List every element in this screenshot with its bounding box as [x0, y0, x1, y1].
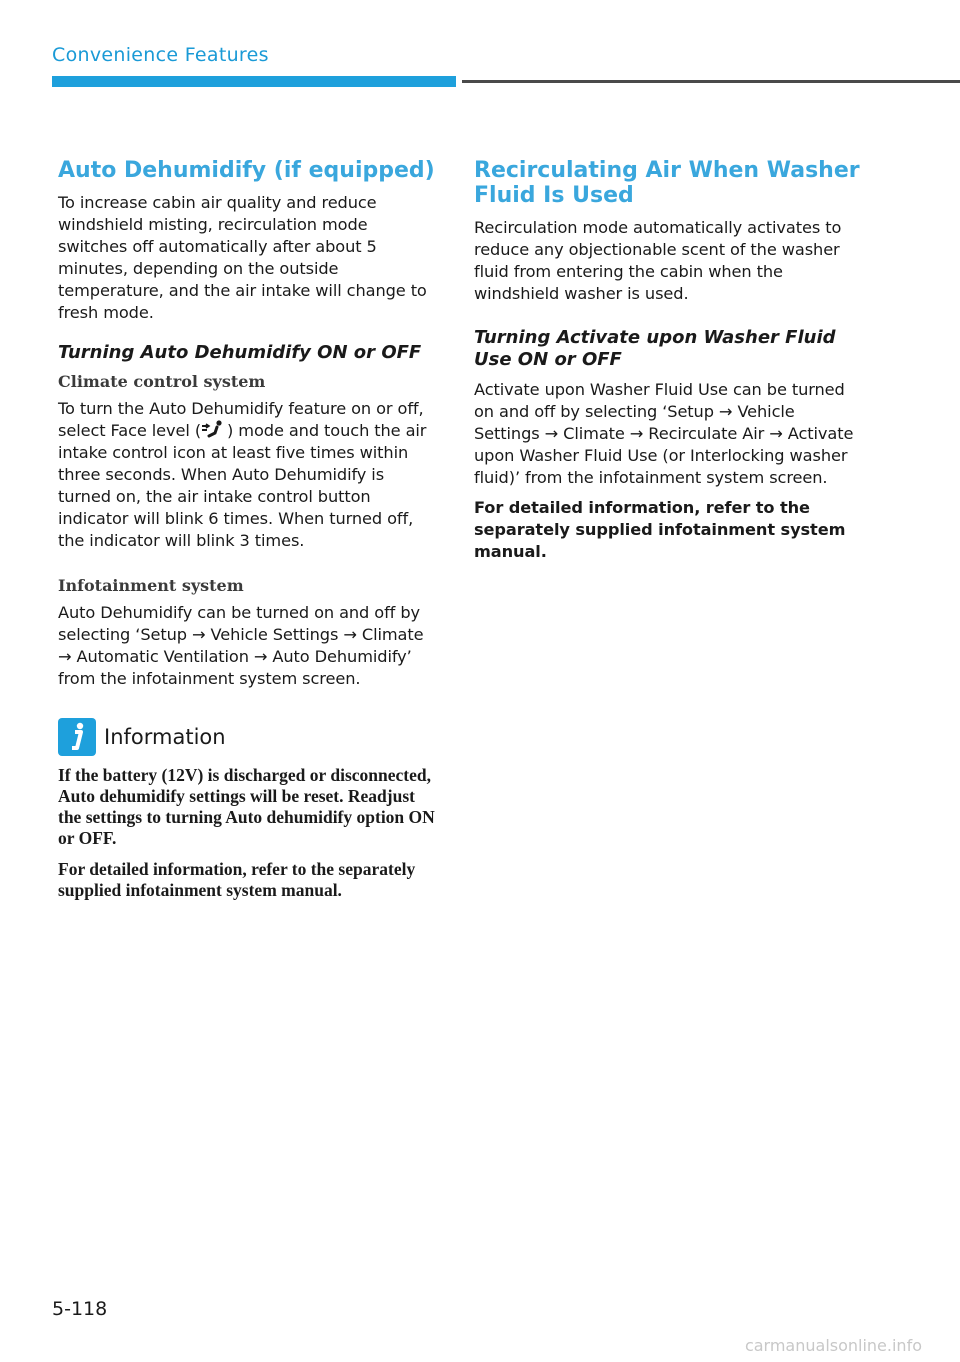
right-column	[474, 158, 860, 571]
section-title: Convenience Features	[52, 44, 269, 66]
para-auto-dehumidify: To increase cabin air quality and reduce windshield misting, recirculation mode switches off automatically after about 5 minutes, depending on the outside temperature, and the air intake will change to fresh mode.	[58, 193, 427, 322]
para-activate-washer: Activate upon Washer Fluid Use can be turned on and off by selecting ‘Setup → Vehicle Settings → Climate → Recirculate Air → Activate upon Washer Fluid Use (or Interlocking washer fluid)’ from the infotainment system screen.	[474, 380, 854, 487]
left-column	[58, 158, 438, 911]
info-para-detail: For detailed information, refer to the separately supplied infotainment system manual.	[58, 859, 416, 900]
header-accent-bar	[52, 76, 456, 87]
watermark: carmanualsonline.info	[744, 1336, 922, 1355]
face-level-icon	[201, 420, 227, 440]
para-recirculating-air: Recirculation mode automatically activates to reduce any objectionable scent of the washer fluid from entering the cabin when the windshield washer is used.	[474, 218, 842, 303]
information-header	[58, 718, 438, 756]
info-para-battery: If the battery (12V) is discharged or disconnected, Auto dehumidify settings will be reset. Readjust the settings to turning Auto dehumidify option ON or OFF.	[58, 765, 435, 848]
para-climate-text-b: ) mode and touch the air intake control icon at least five times within three seconds. When Auto Dehumidify is turned on, the air intake control button indicator will blink 6 times. When turned off, the indicator will blink 3 times.	[58, 421, 427, 550]
heading-turning-activate-washer: Turning Activate upon Washer Fluid Use ON or OFF	[474, 327, 836, 370]
para-climate-control	[58, 398, 438, 552]
heading-auto-dehumidify: Auto Dehumidify (if equipped)	[58, 158, 435, 183]
heading-recirculating-air: Recirculating Air When Washer Fluid Is Used	[474, 158, 860, 208]
para-detail-infotainment: For detailed information, refer to the separately supplied infotainment system manual.	[474, 498, 846, 561]
heading-infotainment-system: Infotainment system	[58, 576, 244, 595]
header-rule	[462, 80, 960, 83]
heading-turning-auto-dehumidify: Turning Auto Dehumidify ON or OFF	[58, 342, 422, 363]
para-infotainment: Auto Dehumidify can be turned on and off by selecting ‘Setup → Vehicle Settings → Climate → Automatic Ventilation → Auto Dehumidify’ from the infotainment system screen.	[58, 603, 424, 688]
heading-climate-control: Climate control system	[58, 372, 266, 391]
info-icon	[58, 718, 96, 756]
para-climate-text-a: To turn the Auto Dehumidify feature on or off, select Face level (	[58, 399, 424, 440]
page-number: 5-118	[52, 1298, 108, 1320]
information-title: Information	[104, 725, 226, 749]
